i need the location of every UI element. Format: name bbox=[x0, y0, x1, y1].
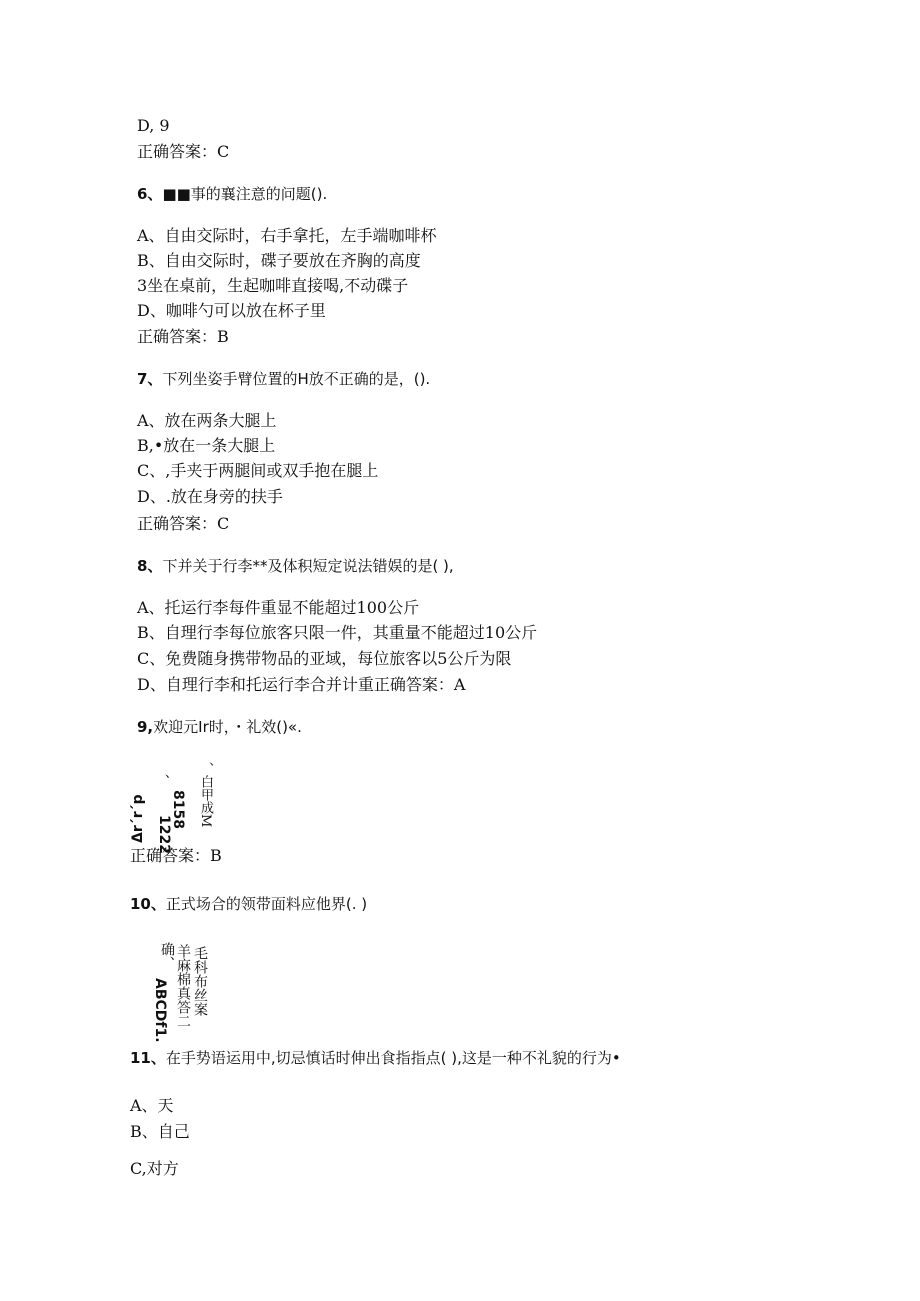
question-8 bbox=[137, 556, 454, 576]
answer-q9: 正确答案：B bbox=[130, 846, 222, 865]
garbled-numbers: 8158 bbox=[170, 790, 186, 829]
answer-q6: 正确答案：B bbox=[137, 327, 229, 346]
question-text: 在手势语运用中,切忌慎话时伸出食指指点( ),这是一种不礼貌的行为• bbox=[165, 1049, 621, 1067]
question-number: 9, bbox=[137, 718, 154, 736]
option-c: C、,手夹于两腿间或双手抱在腿上 bbox=[137, 461, 379, 480]
question-number: 6、 bbox=[137, 185, 163, 203]
question-11 bbox=[130, 1048, 621, 1068]
option-a: A、托运行李每件重显不能超过100公斤 bbox=[137, 598, 420, 617]
garbled-text: 、白甲成M bbox=[198, 762, 213, 828]
question-text: 下列坐姿手臂位置的H放不正确的是，(). bbox=[162, 370, 431, 388]
question-text: ■■事的襄注意的问题(). bbox=[162, 185, 328, 203]
question-9 bbox=[137, 717, 302, 737]
garbled-mark: 、 bbox=[154, 774, 170, 788]
question-6 bbox=[137, 184, 327, 204]
option-b: B、自理行李每位旅客只限一件，其重量不能超过10公斤 bbox=[137, 623, 538, 642]
garbled-text: 毛科布丝案 bbox=[192, 946, 208, 1016]
option-b: B,•放在一条大腿上 bbox=[137, 436, 276, 455]
option-b: B、自己 bbox=[130, 1122, 190, 1141]
question-text: 正式场合的领带面料应他界(. ) bbox=[165, 895, 368, 913]
garbled-text: 确、 bbox=[159, 942, 175, 970]
garbled-numbers: 1222 bbox=[156, 815, 172, 854]
question-number: 7、 bbox=[137, 370, 163, 388]
option-d: D, 9 bbox=[137, 116, 170, 135]
option-c: C,对方 bbox=[130, 1159, 179, 1178]
garbled-text: 羊麻棉真答二 bbox=[175, 944, 191, 1028]
question-number: 8、 bbox=[137, 557, 163, 575]
option-a: A、天 bbox=[130, 1096, 174, 1115]
option-c: 3坐在桌前，生起咖啡直接喝,不动碟子 bbox=[137, 276, 409, 295]
question-text: 欢迎元Ir时，・礼效()«. bbox=[153, 718, 302, 736]
option-d: D、自理行李和托运行李合并计重正确答案：A bbox=[137, 675, 466, 694]
answer-q5: 正确答案：C bbox=[137, 142, 230, 161]
question-text: 下并关于行李**及体积短定说法错娱的是( ), bbox=[162, 557, 454, 575]
option-c: C、免费随身携带物品的亚域，每位旅客以5公斤为限 bbox=[137, 649, 512, 668]
answer-q7: 正确答案：C bbox=[137, 514, 230, 533]
garbled-options: Δr´r´p bbox=[130, 794, 146, 843]
garbled-options: ABCDf1. bbox=[152, 978, 168, 1043]
question-10 bbox=[130, 894, 367, 914]
option-a: A、自由交际时，右手拿托，左手端咖啡杯 bbox=[137, 226, 437, 245]
option-a: A、放在两条大腿上 bbox=[137, 411, 277, 430]
option-b: B、自由交际时，碟子要放在齐胸的高度 bbox=[137, 251, 421, 270]
option-d: D、咖啡勺可以放在杯子里 bbox=[137, 301, 326, 320]
question-number: 11、 bbox=[130, 1049, 166, 1067]
question-number: 10、 bbox=[130, 895, 166, 913]
option-d: D、.放在身旁的扶手 bbox=[137, 487, 283, 506]
question-7 bbox=[137, 369, 430, 389]
